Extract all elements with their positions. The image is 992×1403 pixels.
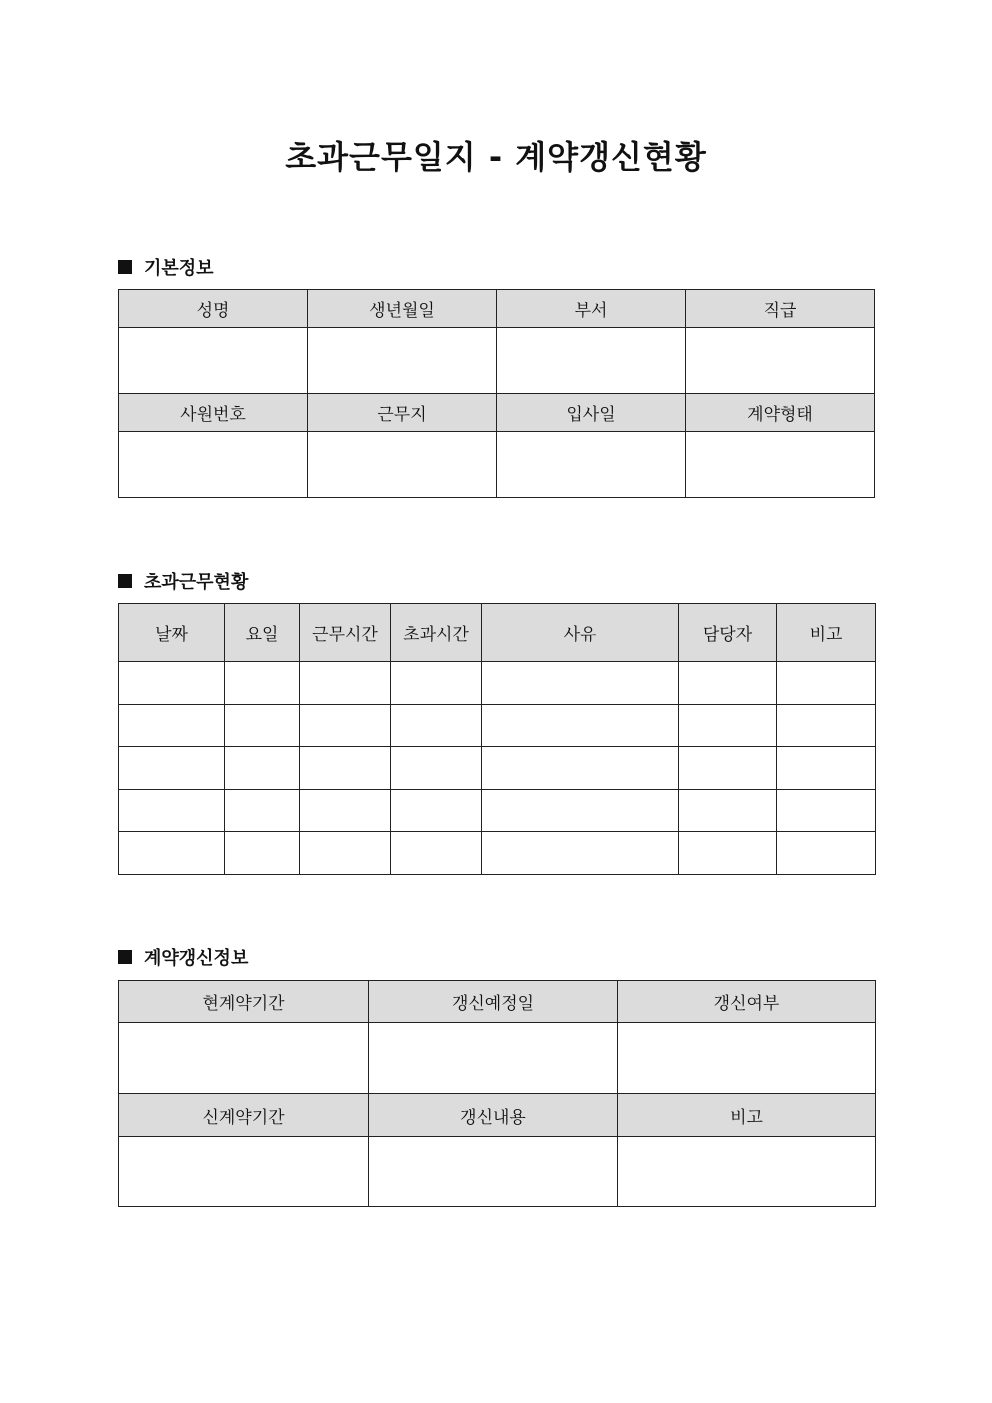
header-cell-date: 날짜: [119, 604, 225, 662]
section-heading-label: 기본정보: [144, 258, 214, 279]
input-cell-renewal-details[interactable]: [369, 1137, 618, 1207]
input-cell-hire-date[interactable]: [497, 432, 686, 498]
header-cell-birthdate: 생년월일: [308, 290, 497, 328]
table-cell[interactable]: [679, 832, 777, 875]
header-cell-new-contract-period: 신계약기간: [119, 1094, 369, 1137]
header-row: [119, 290, 875, 328]
header-cell-workplace: 근무지: [308, 394, 497, 432]
header-cell-day: 요일: [225, 604, 300, 662]
header-cell-position: 직급: [686, 290, 875, 328]
table-cell[interactable]: [391, 747, 482, 790]
table-cell[interactable]: [777, 832, 876, 875]
table-cell[interactable]: [482, 705, 679, 747]
header-cell-remarks: 비고: [618, 1094, 876, 1137]
table-row: [119, 705, 876, 747]
header-cell-remarks: 비고: [777, 604, 876, 662]
header-row: [119, 981, 876, 1023]
table-cell[interactable]: [119, 747, 225, 790]
table-cell[interactable]: [482, 747, 679, 790]
input-cell-remarks[interactable]: [618, 1137, 876, 1207]
table-cell[interactable]: [777, 705, 876, 747]
table-cell[interactable]: [679, 662, 777, 705]
section-heading-contract-renewal: [118, 944, 248, 970]
input-cell-employee-number[interactable]: [119, 432, 308, 498]
section-heading-label: 초과근무현황: [144, 572, 249, 593]
section-heading-label: 계약갱신정보: [144, 948, 249, 969]
header-cell-reason: 사유: [482, 604, 679, 662]
section-heading-overtime: [118, 568, 248, 594]
input-cell-name[interactable]: [119, 328, 308, 394]
table-cell[interactable]: [777, 662, 876, 705]
table-row: [119, 747, 876, 790]
table-cell[interactable]: [119, 662, 225, 705]
table-cell[interactable]: [225, 747, 300, 790]
header-cell-overtime-hours: 초과시간: [391, 604, 482, 662]
header-cell-renewal-status: 갱신여부: [618, 981, 876, 1023]
header-cell-current-contract-period: 현계약기간: [119, 981, 369, 1023]
table-cell[interactable]: [679, 705, 777, 747]
table-row: [119, 790, 876, 832]
table-cell[interactable]: [300, 790, 391, 832]
header-cell-contract-type: 계약형태: [686, 394, 875, 432]
input-cell-department[interactable]: [497, 328, 686, 394]
table-cell[interactable]: [119, 832, 225, 875]
input-cell-renewal-status[interactable]: [618, 1023, 876, 1094]
header-cell-renewal-due-date: 갱신예정일: [369, 981, 618, 1023]
input-cell-renewal-due-date[interactable]: [369, 1023, 618, 1094]
input-cell-position[interactable]: [686, 328, 875, 394]
header-cell-renewal-details: 갱신내용: [369, 1094, 618, 1137]
table-cell[interactable]: [225, 705, 300, 747]
black-square-icon: [118, 950, 132, 964]
table-cell[interactable]: [482, 790, 679, 832]
table-cell[interactable]: [391, 705, 482, 747]
table-cell[interactable]: [679, 790, 777, 832]
table-cell[interactable]: [225, 790, 300, 832]
section-heading-basic-info: [118, 254, 214, 280]
table-cell[interactable]: [119, 705, 225, 747]
contract-renewal-table: [118, 980, 876, 1207]
header-row: [119, 1094, 876, 1137]
header-cell-employee-number: 사원번호: [119, 394, 308, 432]
table-cell[interactable]: [777, 747, 876, 790]
header-cell-department: 부서: [497, 290, 686, 328]
table-cell[interactable]: [391, 662, 482, 705]
basic-info-table: [118, 289, 875, 498]
header-cell-work-hours: 근무시간: [300, 604, 391, 662]
input-cell-birthdate[interactable]: [308, 328, 497, 394]
table-cell[interactable]: [300, 832, 391, 875]
table-cell[interactable]: [300, 662, 391, 705]
table-cell[interactable]: [300, 747, 391, 790]
page-title: 초과근무일지 - 계약갱신현황: [285, 138, 707, 176]
input-row: [119, 1137, 876, 1207]
header-row: [119, 394, 875, 432]
input-cell-new-contract-period[interactable]: [119, 1137, 369, 1207]
header-row: [119, 604, 876, 662]
header-cell-hire-date: 입사일: [497, 394, 686, 432]
table-cell[interactable]: [225, 662, 300, 705]
table-cell[interactable]: [482, 662, 679, 705]
table-cell[interactable]: [391, 790, 482, 832]
table-row: [119, 662, 876, 705]
input-cell-workplace[interactable]: [308, 432, 497, 498]
input-cell-current-contract-period[interactable]: [119, 1023, 369, 1094]
black-square-icon: [118, 260, 132, 274]
table-cell[interactable]: [777, 790, 876, 832]
table-cell[interactable]: [482, 832, 679, 875]
table-cell[interactable]: [300, 705, 391, 747]
table-cell[interactable]: [225, 832, 300, 875]
input-cell-contract-type[interactable]: [686, 432, 875, 498]
black-square-icon: [118, 574, 132, 588]
table-cell[interactable]: [391, 832, 482, 875]
input-row: [119, 1023, 876, 1094]
input-row: [119, 432, 875, 498]
overtime-table: [118, 603, 876, 875]
header-cell-manager: 담당자: [679, 604, 777, 662]
header-cell-name: 성명: [119, 290, 308, 328]
table-row: [119, 832, 876, 875]
input-row: [119, 328, 875, 394]
table-cell[interactable]: [119, 790, 225, 832]
table-cell[interactable]: [679, 747, 777, 790]
